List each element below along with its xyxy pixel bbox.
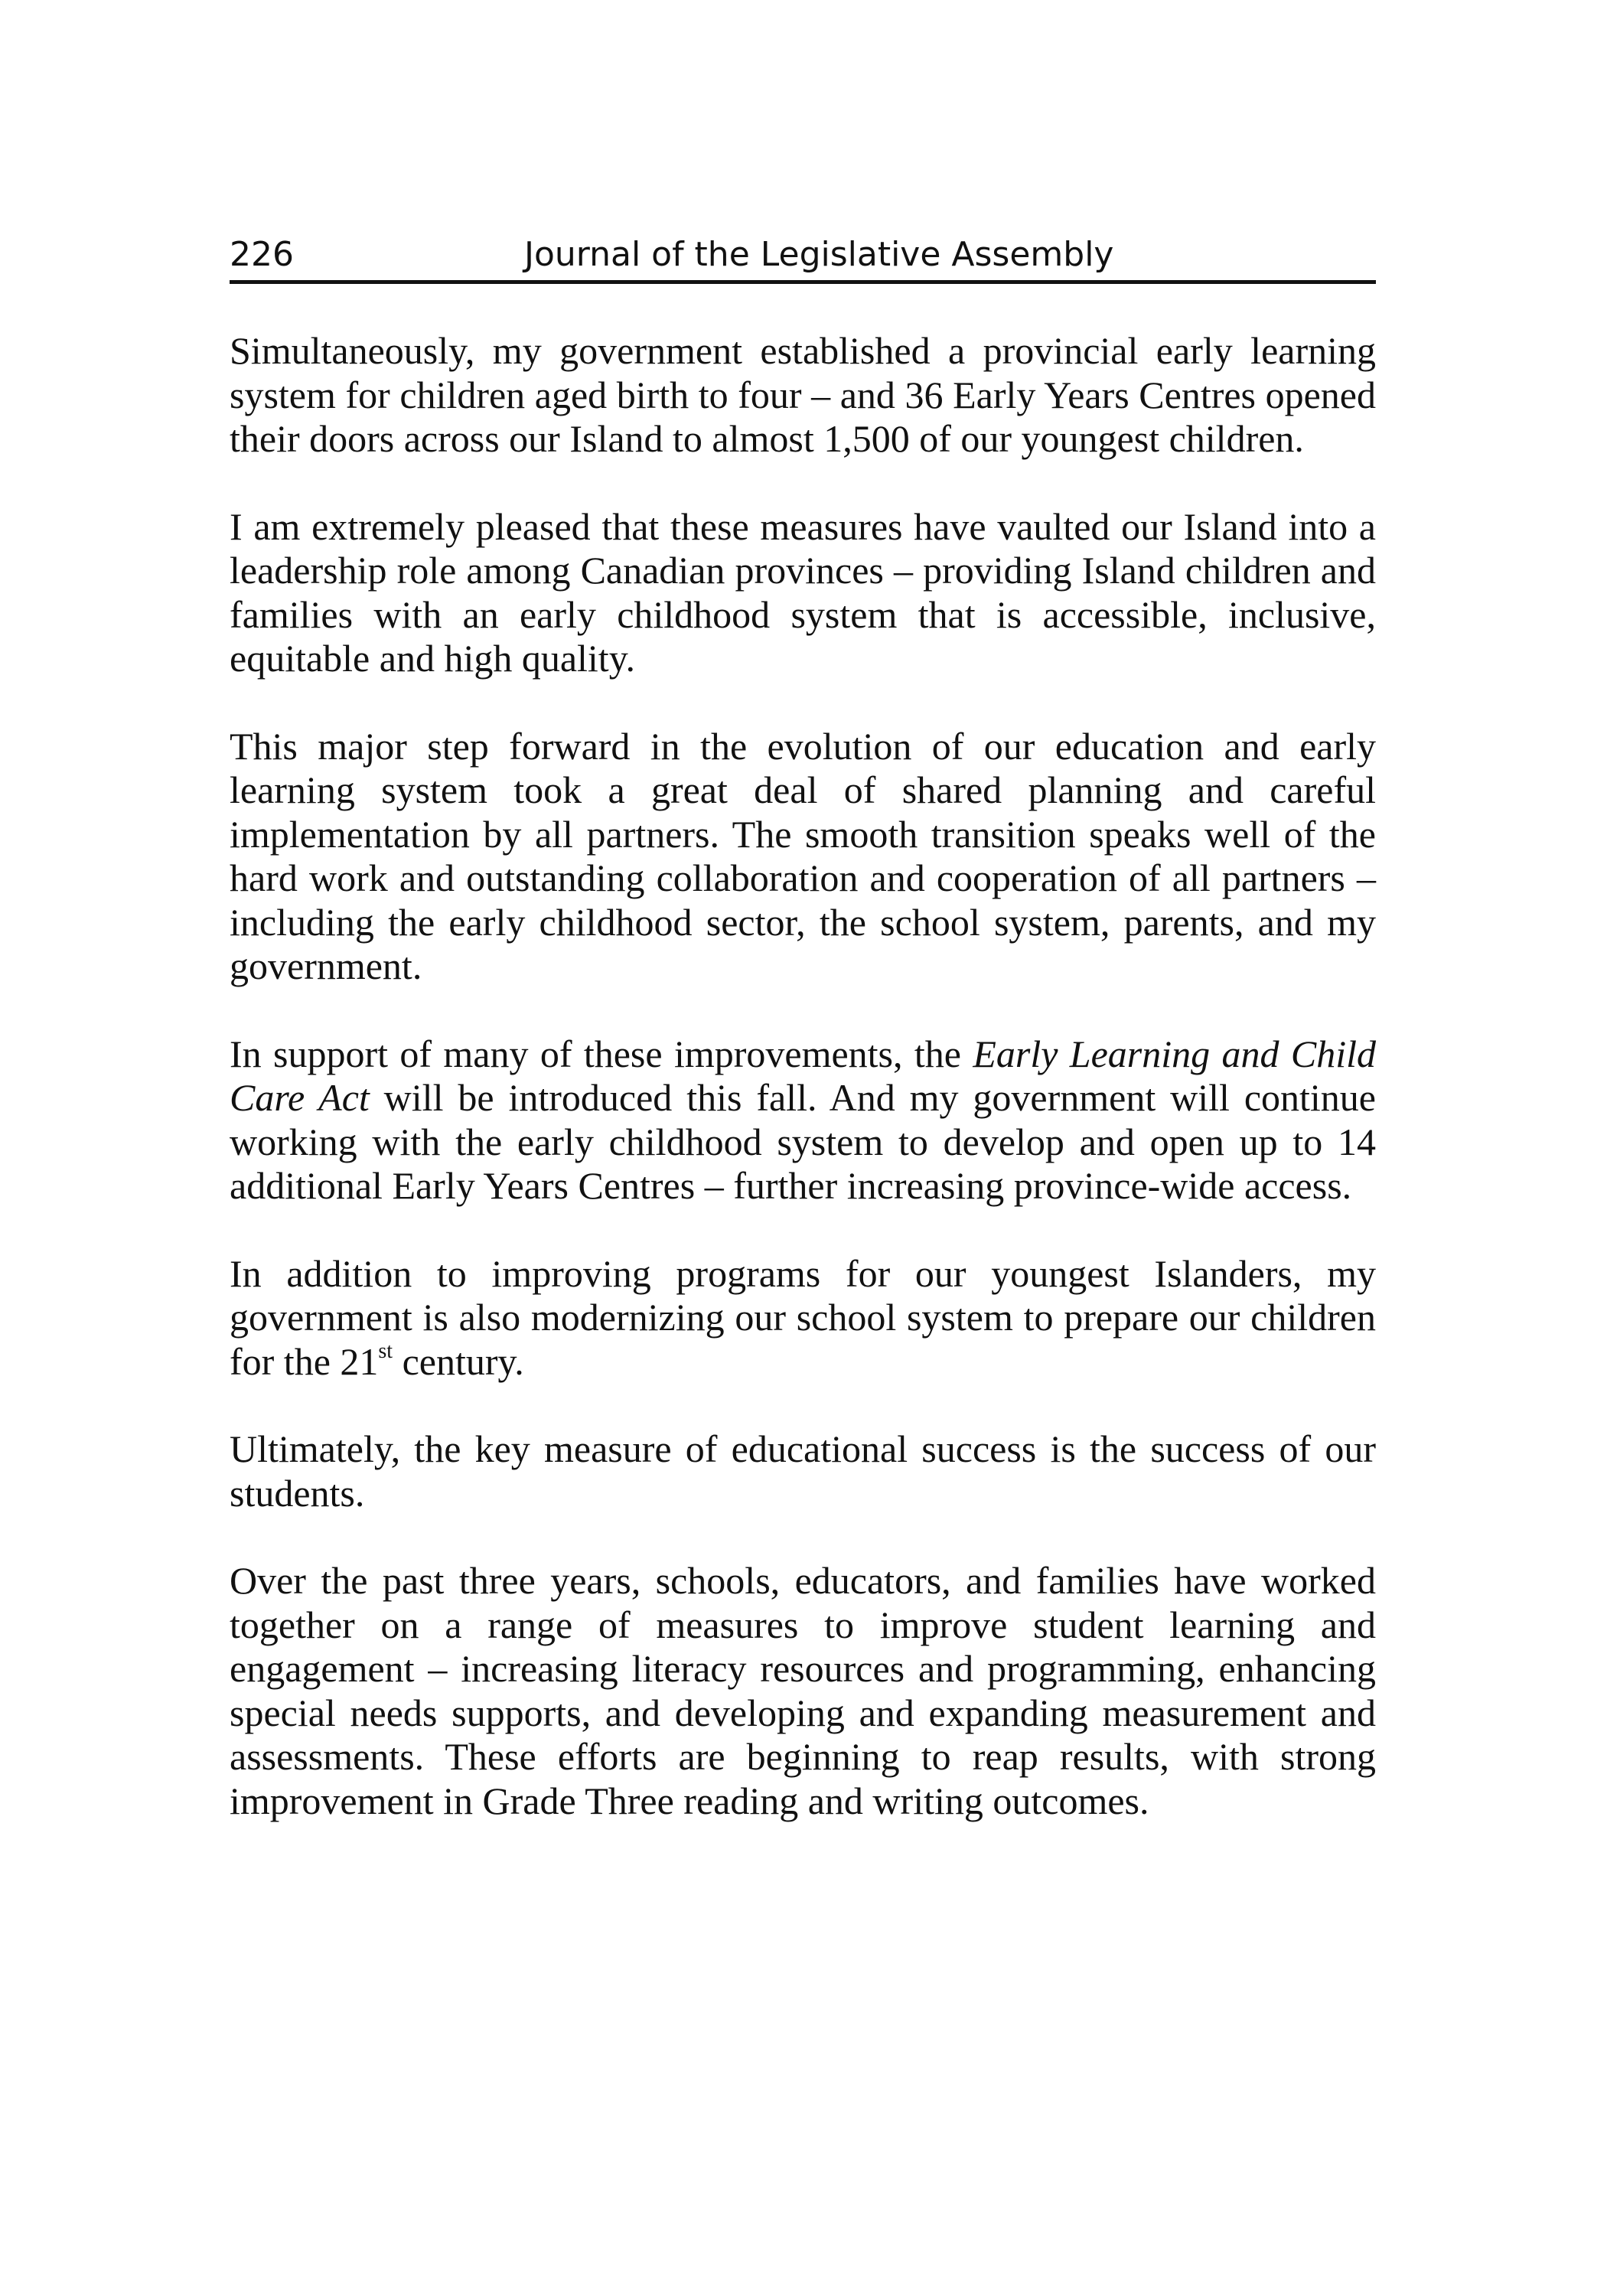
paragraph-text-segment: In addition to improving programs for our youngest Islanders, my government is also modernizing our school system to prepare our children for the 21 [230,1251,1376,1383]
journal-title: Journal of the Legislative Assembly [524,235,1114,274]
paragraph-key-measure: Ultimately, the key measure of educational success is the success of our students. [230,1427,1376,1515]
paragraph-major-step-forward: This major step forward in the evolution of our education and early learning system took a great deal of shared planning and careful implementation by all partners. The smooth transition speaks well of the hard work and outstanding collaboration and cooperation of all partners – including the early childhood sector, the school system, parents, and my government. [230,724,1376,987]
paragraph-modernizing-schools [230,1252,1376,1384]
paragraph-text-segment: In support of many of these improvements, the [230,1032,973,1075]
body-text [230,329,1376,1867]
paragraph-text-segment: will be introduced this fall. And my government will continue working with the early childhood system to develop and open up to 14 additional Early Years Centres – further increasing province-wide access. [230,1076,1377,1207]
paragraph-early-learning-system: Simultaneously, my government established a provincial early learning system for children aged birth to four – and 36 Early Years Centres opened their doors across our Island to almost 1,500 of our youngest children. [230,329,1376,460]
running-header [230,230,1376,284]
paragraph-past-three-years: Over the past three years, schools, educators, and families have worked together on a range of measures to improve student learning and engagement – increasing literacy resources and programming, enhancing special needs supports, and developing and expanding measurement and assessments. These efforts are beginning to reap results, with strong improvement in Grade Three reading and writing outcomes. [230,1559,1376,1822]
paragraph-text-segment: century. [393,1339,524,1383]
paragraph-leadership-role: I am extremely pleased that these measures have vaulted our Island into a leadership role among Canadian provinces – providing Island children and families with an early childhood system that is accessible, inclusive, equitable and high quality. [230,504,1376,680]
ordinal-suffix: st [378,1339,393,1363]
page-number: 226 [230,235,294,274]
act-title: Early Learning and Child Care Act [230,1032,1376,1119]
paragraph-early-learning-act [230,1032,1376,1208]
